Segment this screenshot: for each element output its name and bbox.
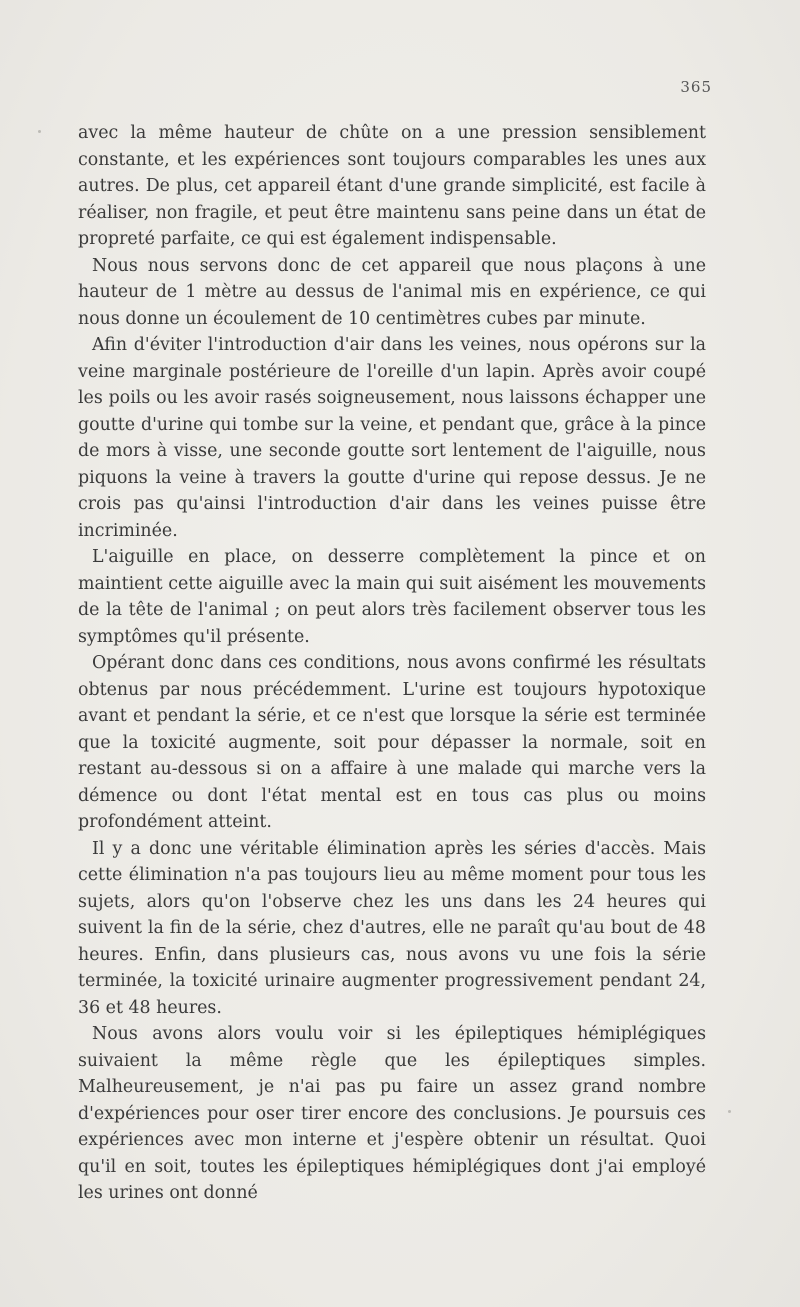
paragraph-6: Il y a donc une véritable élimination après les séries d'accès. Mais cette élimination n'a pas toujours lieu au même moment pour tous les sujets, alors qu'on l'observe chez les uns dans les 24 heures qui suivent la fin de la série, chez d'autres, elle ne paraît qu'au bout de 48 heures. Enfin, dans plusieurs cas, nous avons vu une fois la série terminée, la toxicité urinaire augmenter progressivement pendant 24, 36 et 48 heures. [78, 838, 706, 1018]
paper-speck [728, 1110, 731, 1113]
paragraph-1: avec la même hauteur de chûte on a une pression sensiblement constante, et les expériences sont toujours comparables les unes aux autres. De plus, cet appareil étant d'une grande simplicité, est facile à réaliser, non fragile, et peut être maintenu sans peine dans un état de propreté parfaite, ce qui est également indispensable. [78, 123, 706, 249]
paragraph-5: Opérant donc dans ces conditions, nous avons confirmé les résultats obtenus par nous précédemment. L'urine est toujours hypotoxique avant et pendant la série, et ce n'est que lorsque la série est terminée que la toxicité augmente, soit pour dépasser la normale, soit en restant au-dessous si on a affaire à une malade qui marche vers la démence ou dont l'état mental est en tous cas plus ou moins profondément atteint. [78, 653, 706, 832]
paragraph-2: Nous nous servons donc de cet appareil que nous plaçons à une hauteur de 1 mètre au dessus de l'animal mis en expérience, ce qui nous donne un écoulement de 10 centimètres cubes par minute. [78, 255, 706, 329]
paragraph-4: L'aiguille en place, on desserre complètement la pince et on maintient cette aiguille avec la main qui suit aisément les mouvements de la tête de l'animal ; on peut alors très facilement observer tous les symptômes qu'il présente. [78, 547, 706, 647]
body-text [78, 120, 706, 1207]
page-number: 365 [680, 78, 712, 96]
paper-speck [38, 130, 41, 133]
paragraph-7: Nous avons alors voulu voir si les épileptiques hémiplégiques suivaient la même règle que les épileptiques simples. Malheureusement, je n'ai pas pu faire un assez grand nombre d'expériences pour oser tirer encore des conclusions. Je poursuis ces expériences avec mon interne et j'espère obtenir un résultat. Quoi qu'il en soit, toutes les épileptiques hémiplégiques dont j'ai employé les urines ont donné [78, 1024, 706, 1203]
paragraph-3: Afin d'éviter l'introduction d'air dans les veines, nous opérons sur la veine marginale postérieure de l'oreille d'un lapin. Après avoir coupé les poils ou les avoir rasés soigneusement, nous laissons échapper une goutte d'urine qui tombe sur la veine, et pendant que, grâce à la pince de mors à visse, une seconde goutte sort lentement de l'aiguille, nous piquons la veine à travers la goutte d'urine qui repose dessus. Je ne crois pas qu'ainsi l'introduction d'air dans les veines puisse être incriminée. [78, 335, 706, 541]
